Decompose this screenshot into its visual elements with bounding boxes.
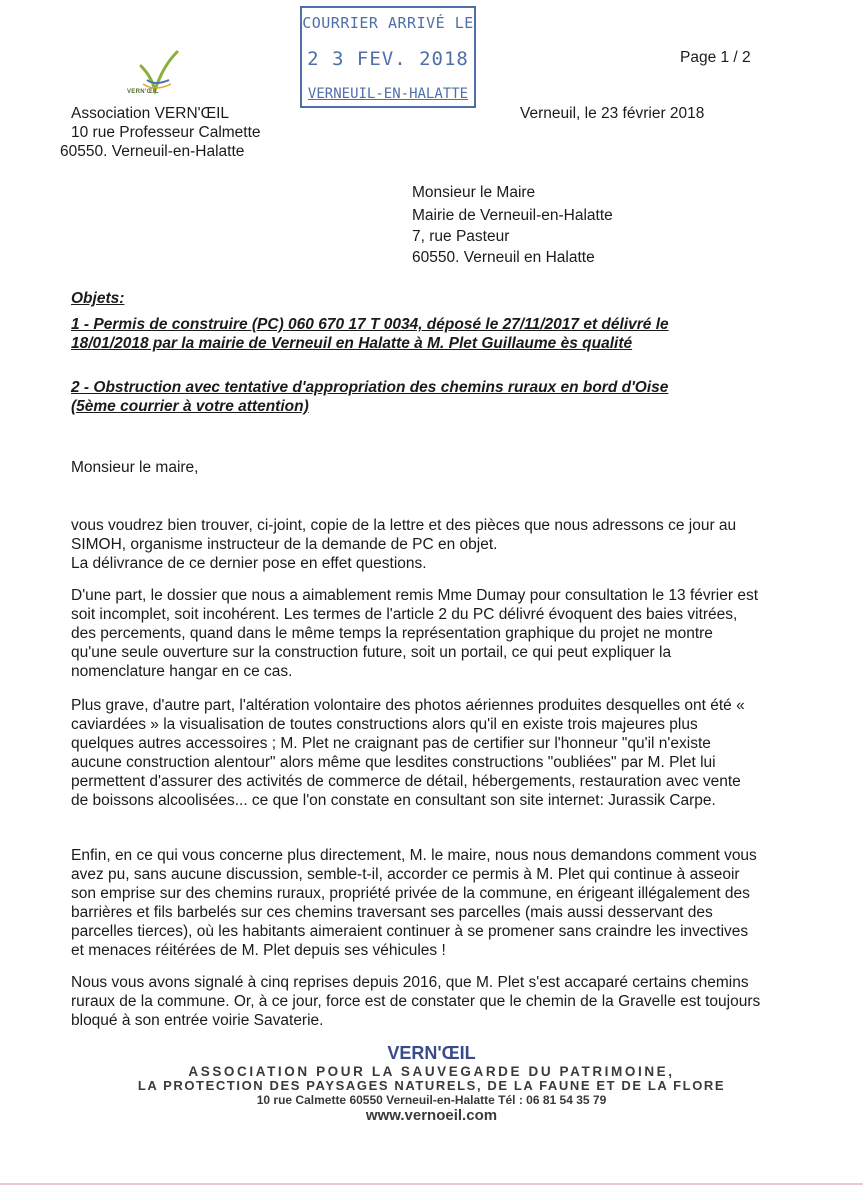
footer-line-2: LA PROTECTION DES PAYSAGES NATURELS, DE LA FAUNE ET DE LA FLORE	[137, 1078, 726, 1093]
subject-1-line-1: 1 - Permis de construire (PC) 060 670 17 T 0034, déposé le 27/11/2017 et délivré le	[71, 316, 669, 333]
recipient-line-2: Mairie de Verneuil-en-Halatte	[412, 207, 613, 224]
footer-website-link[interactable]: www.vernoeil.com	[365, 1107, 498, 1124]
body-paragraph-2: D'une part, le dossier que nous a aimablement remis Mme Dumay pour consultation le 13 février est soit incomplet, soit incohérent. Les termes de l'article 2 du PC délivré évoquent des baies vitrées, des percements, quand dans le même temps la représentation graphique du projet ne montre qu'une seule ouverture sur la construction future, soit un portail, ce qui peut expliquer la nomenclature hangar en ce cas.	[71, 587, 759, 680]
body-paragraph-5: Nous vous avons signalé à cinq reprises depuis 2016, que M. Plet s'est accaparé certains chemins ruraux de la commune. Or, à ce jour, force est de constater que le chemin de la Gravelle est toujours bloqué à son entrée voirie Savaterie.	[71, 974, 761, 1029]
body-paragraph-4: Enfin, en ce qui vous concerne plus directement, M. le maire, nous nous demandons comment vous avez pu, sans aucune discussion, semble-t-il, accorder ce permis à M. Plet qui continue à asseoir son emprise sur des chemins ruraux, propriété privée de la commune, en érigeant illégalement des barrières et fils barbelés sur ces chemins traversant ses parcelles (mais aussi desservant des parcelles tierces), où les habitants aimeraient continuer à se promener sans craindre les invectives et menaces réitérées de M. Plet depuis ses véhicules !	[71, 847, 757, 959]
subjects-heading: Objets:	[71, 290, 125, 307]
stamp-line-1: COURRIER ARRIVÉ LE	[302, 14, 474, 32]
stamp-date: 2 3 FEV. 2018	[307, 48, 469, 70]
place-date: Verneuil, le 23 février 2018	[520, 105, 705, 122]
logo-label: VERN'ŒIL	[127, 89, 159, 95]
footer-address: 10 rue Calmette 60550 Verneuil-en-Halatte Tél : 06 81 54 35 79	[256, 1093, 607, 1107]
reception-stamp	[300, 6, 476, 108]
subject-2-line-2: (5ème courrier à votre attention)	[71, 398, 309, 415]
subject-1-line-2: 18/01/2018 par la mairie de Verneuil en Halatte à M. Plet Guillaume ès qualité	[71, 335, 633, 352]
recipient-line-1: Monsieur le Maire	[412, 184, 536, 201]
footer-line-1: ASSOCIATION POUR LA SAUVEGARDE DU PATRIMOINE,	[188, 1064, 675, 1079]
stamp-line-3: VERNEUIL-EN-HALATTE	[307, 86, 469, 102]
subject-2-line-1: 2 - Obstruction avec tentative d'appropriation des chemins ruraux en bord d'Oise	[71, 379, 669, 396]
page-number: Page 1 / 2	[680, 49, 751, 66]
sender-street: 10 rue Professeur Calmette	[71, 124, 261, 141]
body-paragraph-3: Plus grave, d'autre part, l'altération volontaire des photos aériennes produites desquelles ont été « caviardées » la visualisation de toutes constructions alors qu'il en existe trois majeures plus quelques autres accessoires ; M. Plet ne craignant pas de certifier sur l'honneur "qu'il n'existe aucune construction alentour" alors même que lesdites constructions "oubliées" par M. Plet lui permettent d'assurer des activités de commerce de détail, hébergements, restauration avec vente de boissons alcoolisées... ce que l'on constate en consultant son site internet: Jurassik Carpe.	[71, 697, 745, 809]
salutation: Monsieur le maire,	[71, 459, 199, 476]
sender-name: Association VERN'ŒIL	[71, 105, 230, 122]
footer-title: VERN'ŒIL	[387, 1043, 476, 1063]
recipient-line-4: 60550. Verneuil en Halatte	[412, 249, 595, 266]
body-paragraph-1: vous voudrez bien trouver, ci-joint, copie de la lettre et des pièces que nous adressons ce jour au SIMOH, organisme instructeur de la demande de PC en objet. La délivrance de ce dernier pose en effet questions.	[71, 517, 737, 572]
recipient-line-3: 7, rue Pasteur	[412, 228, 510, 245]
page-edge-line	[0, 1183, 863, 1185]
sender-city: 60550. Verneuil-en-Halatte	[60, 143, 245, 160]
